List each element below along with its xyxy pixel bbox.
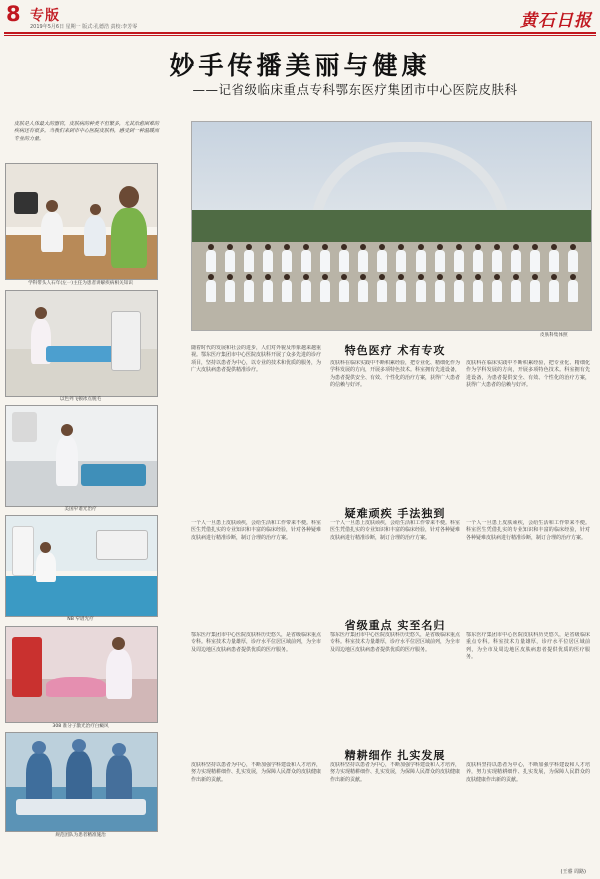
body-text: 皮肤科坚持以患者为中心，不断加强学科建设和人才培养，努力实现精耕细作、扎实发展，为保障人民群众的皮肤健康作出新的贡献。: [330, 762, 460, 783]
body-text: 鄂东医疗集团市中心医院皮肤科历史悠久，是省级临床重点专科。科室技术力量雄厚，诊疗水平位居区域前列，为全市及周边地区皮肤病患者提供优质的医疗服务。: [466, 632, 590, 661]
body-text: 一个人一旦患上皮肤顽疾，会给生活和工作带来不便。科室医生凭借扎实的专业知识和丰富的临床经验，针对各种疑难皮肤病进行精准诊断，制订合理的治疗方案。: [191, 520, 321, 541]
photo-excimer-laser: [5, 626, 158, 723]
photo-group: [191, 121, 592, 331]
photo-surgery-team: [5, 732, 158, 832]
photo-caption: 美国窄谱光治疗: [64, 507, 97, 512]
photo-caption: 规范团队为患者精准施治: [55, 833, 106, 838]
body-text: 随着时代的发展和社会的进步，人们对外貌及形象越来越重视。鄂东医疗集团市中心医院皮肤科开展了众多先进的诊疗项目，坚持以患者为中心，以专业的技术和优质的服务，为广大皮肤病患者提供精准诊疗。: [191, 345, 321, 374]
photo-nb-therapy: [5, 515, 158, 617]
page-number: 8: [6, 2, 21, 26]
photo-caption: NB 窄谱光疗: [67, 617, 94, 622]
body-text: 皮肤科在临床实践中不断积累经验，把专业化、精细化作为学科发展的方向，开展多项特色技术。科室拥有先进设备，为患者提供安全、有效、个性化的治疗方案，获得广大患者的信赖与好评。: [330, 360, 460, 389]
photo-uv-therapy: [5, 405, 158, 507]
section-name: 专版: [30, 8, 60, 24]
header-rule-thin: [4, 35, 596, 36]
header-rule: [4, 32, 596, 34]
byline: (王睿 周路): [560, 869, 586, 875]
photo-consultation: [5, 163, 158, 280]
section-heading: 省级重点 实至名归: [344, 619, 446, 632]
photo-caption: 308 准分子激光治疗白癜风: [52, 724, 109, 729]
article-title: 妙手传播美丽与健康: [169, 51, 431, 80]
photo-caption: 以色列飞顿冰点脱毛: [59, 397, 102, 402]
body-text: 皮肤科坚持以患者为中心，不断加强学科建设和人才培养，努力实现精耕细作、扎实发展，为保障人民群众的皮肤健康作出新的贡献。: [466, 762, 590, 783]
body-text: 鄂东医疗集团市中心医院皮肤科历史悠久，是省级临床重点专科。科室技术力量雄厚，诊疗水平位居区域前列，为全市及周边地区皮肤病患者提供优质的医疗服务。: [330, 632, 460, 653]
body-text: 一个人一旦患上皮肤顽疾，会给生活和工作带来不便。科室医生凭借扎实的专业知识和丰富的临床经验，针对各种疑难皮肤病进行精准诊断，制订合理的治疗方案。: [466, 520, 590, 541]
intro-text: 皮肤是人体最大的器官，皮肤病的种类不但繁多，尤其治愈困难的疾病还有很多。当我们来到市中心医院皮肤科，感受到一种温暖而专业的力量。: [14, 121, 160, 142]
page-meta: 2019年5月6日 星期一 版式:孔德浩 责校:李芳零: [30, 24, 138, 30]
newspaper-logo: 黄石日报: [520, 11, 592, 31]
body-text: 一个人一旦患上皮肤顽疾，会给生活和工作带来不便。科室医生凭借扎实的专业知识和丰富的临床经验，针对各种疑难皮肤病进行精准诊断，制订合理的治疗方案。: [330, 520, 460, 541]
body-text: 皮肤科在临床实践中不断积累经验，把专业化、精细化作为学科发展的方向，开展多项特色技术。科室拥有先进设备，为患者提供安全、有效、个性化的治疗方案，获得广大患者的信赖与好评。: [466, 360, 590, 389]
section-heading: 精耕细作 扎实发展: [344, 749, 446, 762]
photo-caption: 学科带头人石年(左一)主任为患者讲解疾病相关知识: [28, 281, 133, 286]
group-photo-caption: 皮肤科集体照: [540, 333, 568, 338]
section-heading: 疑难顽疾 手法独到: [344, 507, 446, 520]
body-text: 鄂东医疗集团市中心医院皮肤科历史悠久，是省级临床重点专科。科室技术力量雄厚，诊疗水平位居区域前列，为全市及周边地区皮肤病患者提供优质的医疗服务。: [191, 632, 321, 653]
section-heading: 特色医疗 术有专攻: [344, 344, 446, 357]
article-subtitle: ——记省级临床重点专科鄂东医疗集团市中心医院皮肤科: [192, 82, 518, 97]
body-text: 皮肤科坚持以患者为中心，不断加强学科建设和人才培养，努力实现精耕细作、扎实发展，为保障人民群众的皮肤健康作出新的贡献。: [191, 762, 321, 783]
photo-laser-hair-removal: [5, 290, 158, 397]
